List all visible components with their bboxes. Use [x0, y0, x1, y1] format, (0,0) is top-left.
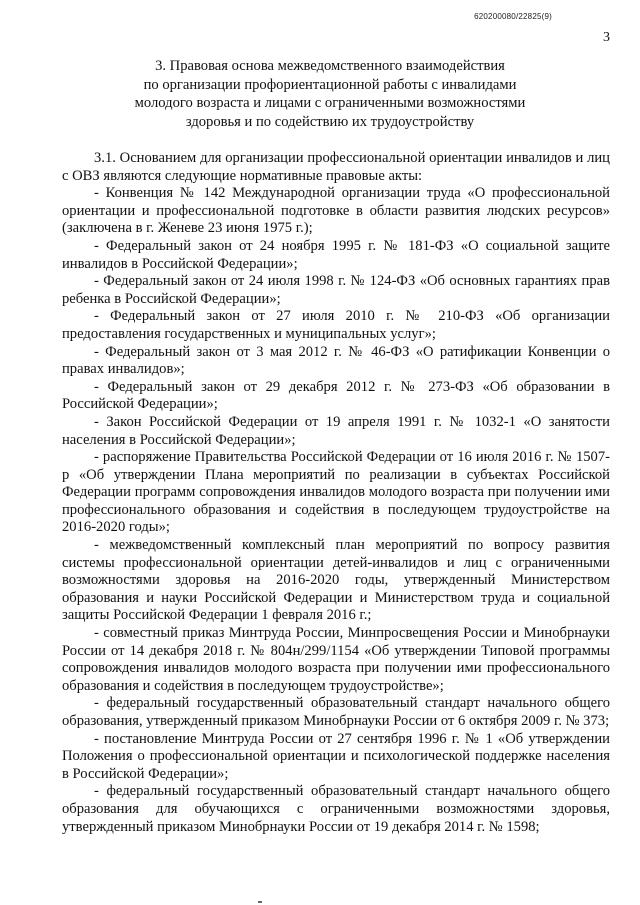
- list-item-resolution-1: - постановление Минтруда России от 27 сентября 1996 г. № 1 «Об утверждении Положения о профессиональной ориентации и психологической поддержке населения в Российской Федерации»;: [62, 730, 610, 782]
- list-item-fgos-1598: - федеральный государственный образовательный стандарт начального общего образования для обучающихся с ограниченными возможностями здоровья, утвержденный приказом Минобрнауки России от 19 декабря 2014 г. № 1598;: [62, 783, 610, 835]
- list-item-law-46: - Федеральный закон от 3 мая 2012 г. № 46-ФЗ «О ратификации Конвенции о правах инвалидов»;: [62, 343, 610, 378]
- paragraph-intro: 3.1. Основанием для организации профессиональной ориентации инвалидов и лиц с ОВЗ являются следующие нормативные правовые акты:: [62, 150, 610, 184]
- section-title-line: молодого возраста и лицами с ограниченными возможностями: [134, 95, 526, 111]
- scan-mark: [258, 901, 262, 903]
- section-title-line: по организации профориентационной работы с инвалидами: [143, 76, 517, 93]
- list-item-law-1032: - Закон Российской Федерации от 19 апреля 1991 г. № 1032-1 «О занятости населения в Российской Федерации»;: [62, 413, 610, 448]
- list-item-order-1507: - распоряжение Правительства Российской Федерации от 16 июля 2016 г. № 1507-р «Об утверждении Плана мероприятий по реализации в субъектах Российской Федерации программ сопровождения инвалидов молодого возраста при получении ими профессионального образования и содействия в последующем трудоустройстве на 2016-2020 годы»;: [62, 449, 610, 536]
- document-registration-number: 620200080/22825(9): [474, 12, 552, 21]
- section-title: [80, 57, 580, 131]
- section-title-line: здоровья и по содействию их трудоустройству: [185, 113, 475, 130]
- list-item-law-124: - Федеральный закон от 24 июля 1998 г. № 124-ФЗ «Об основных гарантиях прав ребенка в Российской Федерации»;: [62, 273, 610, 307]
- list-item-law-181: - Федеральный закон от 24 ноября 1995 г. № 181-ФЗ «О социальной защите инвалидов в Российской Федерации»;: [62, 237, 610, 272]
- list-item-fgos-373: - федеральный государственный образовательный стандарт начального общего образования, утвержденный приказом Минобрнауки России от 6 октября 2009 г. № 373;: [62, 695, 610, 729]
- list-item-law-210: - Федеральный закон от 27 июля 2010 г. № 210-ФЗ «Об организации предоставления государственных и муниципальных услуг»;: [62, 308, 610, 342]
- section-title-line: 3. Правовая основа межведомственного взаимодействия: [155, 58, 505, 74]
- page-number: 3: [603, 30, 610, 45]
- list-item-joint-order: - совместный приказ Минтруда России, Минпросвещения России и Минобрнауки России от 14 декабря 2018 г. № 804н/299/1154 «Об утверждении Типовой программы сопровождения инвалидов молодого возраста при получении ими профессионального образования и содействия в последующем трудоустройстве»;: [62, 625, 610, 694]
- list-item-law-273: - Федеральный закон от 29 декабря 2012 г. № 273-ФЗ «Об образовании в Российской Федерации»;: [62, 378, 610, 413]
- list-item-ilo-convention: - Конвенция № 142 Международной организации труда «О профессиональной ориентации и профессиональной подготовке в области развития людских ресурсов» (заключена в г. Женеве 23 июня 1975 г.);: [62, 185, 610, 237]
- document-body: [62, 150, 610, 836]
- list-item-interagency-plan: - межведомственный комплексный план мероприятий по вопросу развития системы профессиональной ориентации детей-инвалидов и лиц с ограниченными возможностями здоровья на 2016-2020 годы, утвержденный Министерством образования и науки Российской Федерации и Министерством труда и социальной защиты Российской Федерации 1 февраля 2016 г.;: [62, 537, 610, 624]
